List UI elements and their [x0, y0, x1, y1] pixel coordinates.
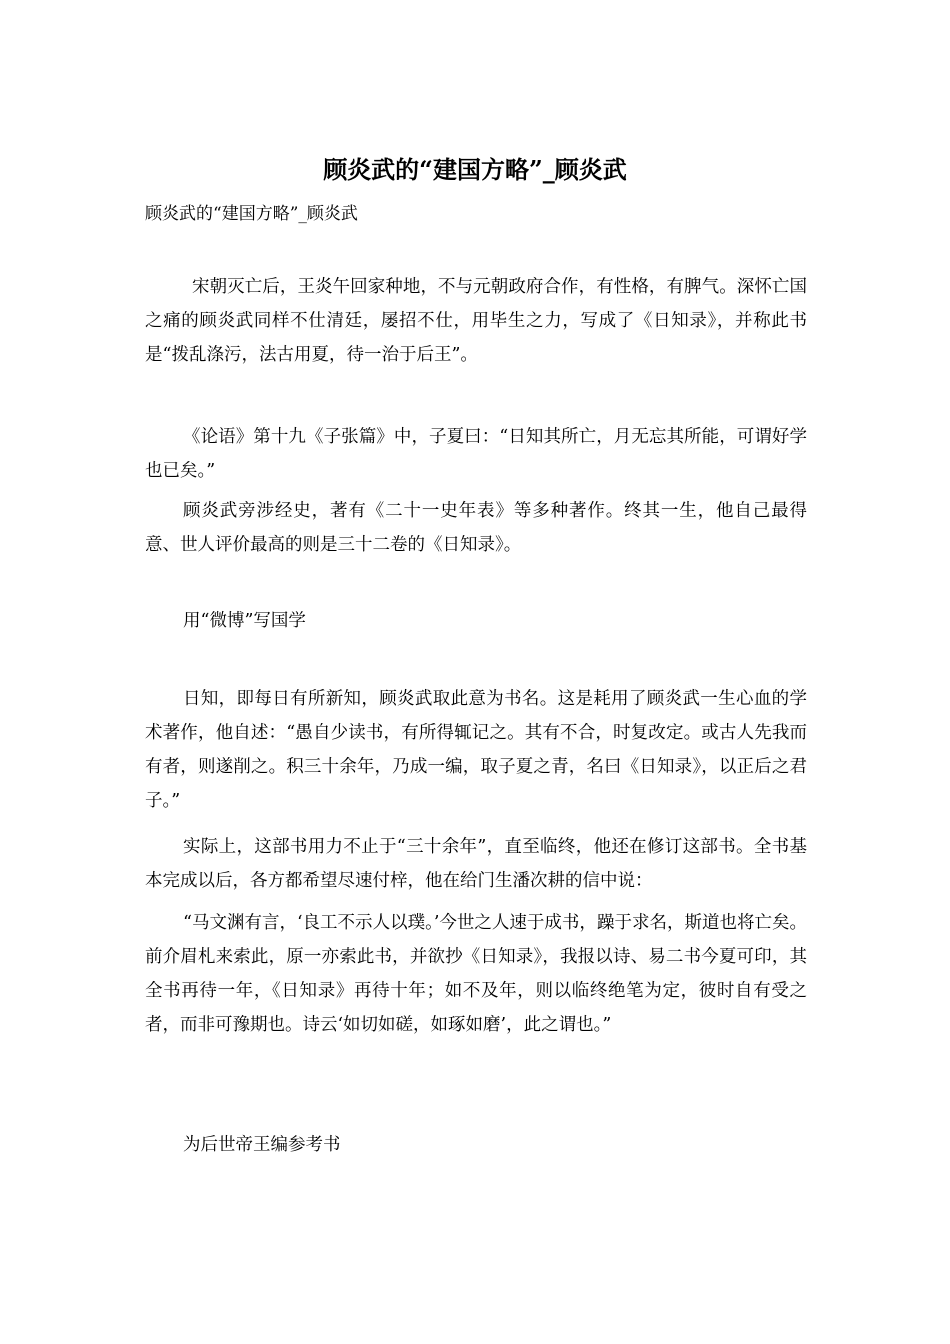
document-title: 顾炎武的“建国方略”_顾炎武 [323, 155, 627, 184]
section-heading-weibo: 用“微博”写国学 [183, 611, 306, 631]
section-heading-emperors: 为后世帝王编参考书 [183, 1135, 341, 1155]
document-subtitle: 顾炎武的“建国方略”_顾炎武 [145, 204, 358, 224]
paragraph-works: 顾炎武旁涉经史，著有《二十一史年表》等多种著作。终其一生，他自己最得意、世人评价最高的则是三十二卷的《日知录》。 [145, 501, 807, 555]
paragraph-letter-quote: “马文渊有言，‘良工不示人以璞。’今世之人速于成书，躁于求名，斯道也将亡矣。前介眉札来索此，原一亦索此书，并欲抄《日知录》，我报以诗、易二书今夏可印，其全书再待一年，《日知录》再待十年；如不及年，则以临终绝笔为定，彼时自有受之者，而非可豫期也。诗云‘如切如磋，如琢如磨’，此之谓也。” [145, 913, 807, 1035]
paragraph-revision: 实际上，这部书用力不止于“三十余年”，直至临终，他还在修订这部书。全书基本完成以后，各方都希望尽速付梓，他在给门生潘次耕的信中说： [145, 837, 807, 891]
paragraph-lunyu-quote: 《论语》第十九《子张篇》中，子夏曰：“日知其所亡，月无忘其所能，可谓好学也已矣。” [145, 427, 807, 481]
paragraph-intro: 宋朝灭亡后，王炎午回家种地，不与元朝政府合作，有性格，有脾气。深怀亡国之痛的顾炎武同样不仕清廷，屡招不仕，用毕生之力，写成了《日知录》，并称此书是“拨乱涤污，法古用夏，待一治于后王”。 [145, 277, 807, 365]
paragraph-rizhi-meaning: 日知，即每日有所新知，顾炎武取此意为书名。这是耗用了顾炎武一生心血的学术著作，他自述：“愚自少读书，有所得辄记之。其有不合，时复改定。或古人先我而有者，则遂削之。积三十余年，乃成一编，取子夏之青，名曰《日知录》，以正后之君子。” [145, 689, 807, 811]
